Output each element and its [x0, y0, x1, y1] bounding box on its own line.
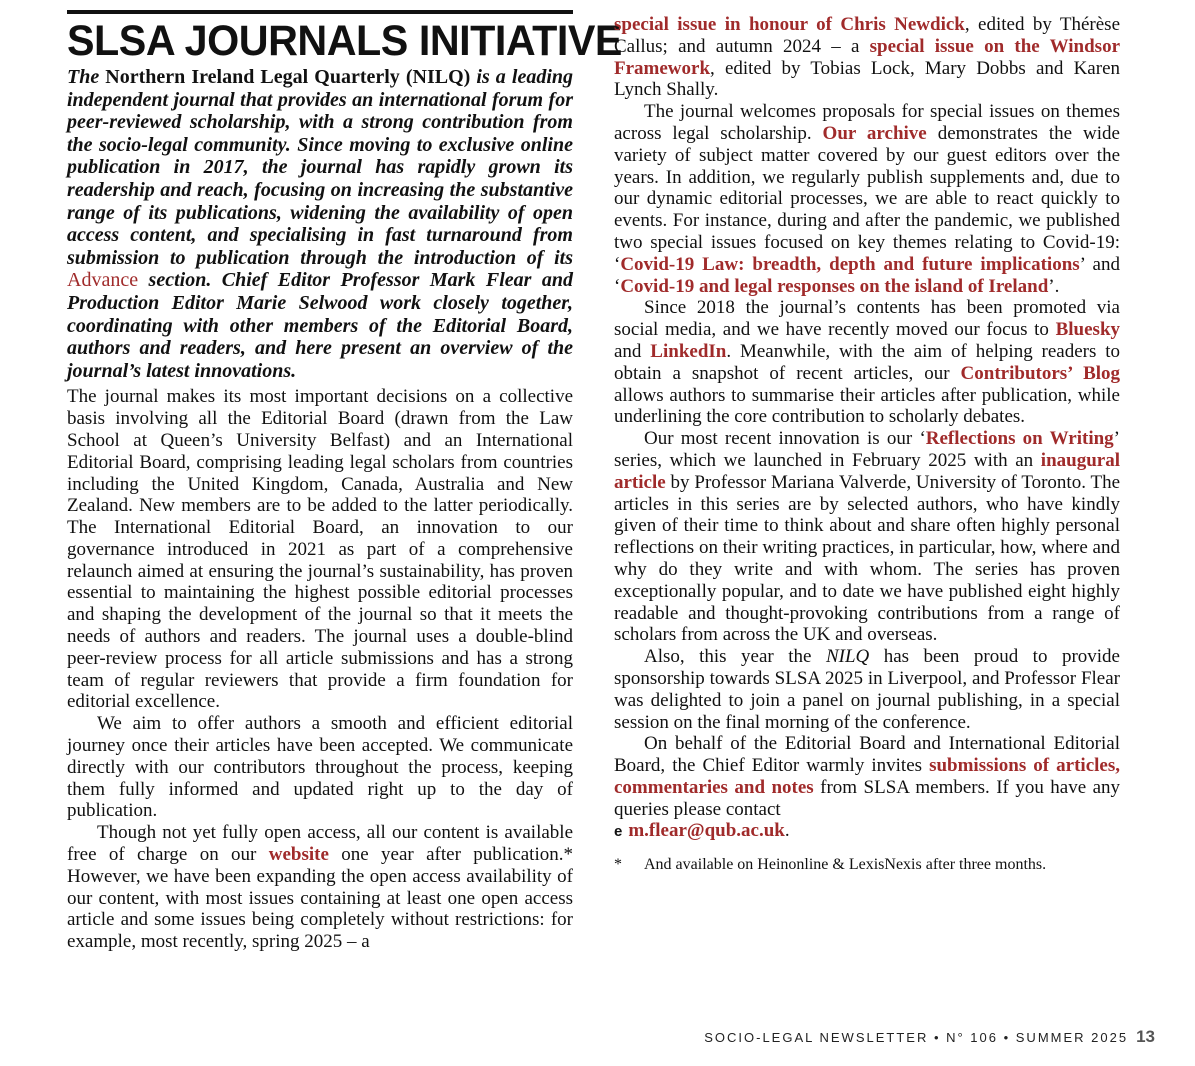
paragraph-governance: The journal makes its most important decisions on a collective basis involving all the Editorial Board (drawn from the Law School at Queen’s University Belfast) and an International Editorial Board, comprising leading legal scholars from countries including the United Kingdom, Canada, Australia and New Zealand. New members are to be added to the latter periodically. The International Editorial Board, an innovation to our governance introduced in 2021 as part of a comprehensive relaunch aimed at ensuring the journal’s sustainability, has proven essential to maintaining the highest possible editorial processes and shaping the development of the journal so that it meets the needs of authors and readers. The journal uses a double-blind peer-review process for all article submissions and has a strong team of regular reviewers that provide a firm foundation for editorial excellence. [67, 386, 573, 713]
intro-text-2: section. Chief Editor Professor Mark Flear and Production Editor Marie Selwood work closely together, coordinating with other members of the Editorial Board, authors and readers, and here present an overview of the journal’s latest innovations. [67, 269, 574, 382]
text-span: allows authors to summarise their articles after publication, while underlining the core contribution to scholarly debates. [614, 384, 1120, 428]
covid-law-issue-link[interactable]: Covid-19 Law: breadth, depth and future implications [620, 253, 1080, 275]
paragraph-social-media [614, 297, 1120, 428]
linkedin-link[interactable]: LinkedIn [650, 340, 727, 362]
archive-link[interactable]: Our archive [822, 122, 927, 144]
text-span: has been proud to provide sponsorship towards SLSA 2025 in Liverpool, and Professor Flear was delighted to join a panel on journal publishing, in a special session on the final morning of the conference. [614, 646, 1120, 733]
text-span: , edited by Tobias Lock, Mary Dobbs and Karen Lynch Shally. [614, 57, 1120, 101]
page-title: SLSA JOURNALS INITIATIVE [67, 17, 622, 65]
text-span: , edited by Thérèse Callus; and autumn 2024 – a [614, 14, 1120, 57]
inaugural-article-link[interactable]: inaugural article [614, 449, 1120, 493]
paragraph-sponsorship [614, 646, 1120, 733]
text-span: . Meanwhile, with the aim of helping readers to obtain a snapshot of recent articles, our [614, 340, 1121, 384]
paragraph-special-issues [614, 101, 1120, 297]
page-footer [0, 1027, 1155, 1047]
text-span: demonstrates the wide variety of subject matter covered by our guest editors over the years. In addition, we regularly publish supplements and, due to our dynamic editorial processes, we are able to react quickly to events. For instance, during and after the pandemic, we published two special issues focused on key themes relating to Covid-19: ‘ [614, 122, 1120, 275]
text-span: The journal welcomes proposals for special issues on themes across legal scholarship. [614, 101, 1120, 144]
text-span: On behalf of the Editorial Board and International Editorial Board, the Chief Editor warmly invites [614, 733, 1120, 777]
reflections-on-writing-link[interactable]: Reflections on Writing [925, 428, 1114, 450]
email-icon: e [614, 823, 623, 841]
footnote [614, 855, 1120, 875]
footer-label: SOCIO-LEGAL NEWSLETTER • N° 106 • SUMMER 2025 [704, 1030, 1129, 1045]
text-span: Since 2018 the journal’s contents has been promoted via social media, and we have recently moved our focus to [614, 297, 1120, 341]
contributors-blog-link[interactable]: Contributors’ Blog [960, 362, 1121, 384]
intro-paragraph [67, 66, 573, 382]
email-link[interactable]: m.flear@qub.ac.uk [628, 820, 785, 842]
website-link[interactable]: website [268, 844, 329, 866]
text-span: one year after publication.* However, we have been expanding the open access availability of our content, with most issues containing at least one open access article and some issues being completely without restrictions: for example, most recently, spring 2025 – a [67, 844, 573, 953]
text-span: from SLSA members. If you have any queries please contact [614, 776, 1121, 820]
journal-name: Northern Ireland Legal Quarterly (NILQ) [105, 66, 471, 88]
chris-newdick-issue-link[interactable]: special issue in honour of Chris Newdick [614, 14, 965, 35]
text-span: . [784, 820, 790, 842]
right-column [614, 14, 1120, 875]
paragraph-open-access [67, 822, 573, 953]
advance-link[interactable]: Advance [67, 269, 139, 292]
text-span: ’ and ‘ [614, 253, 1120, 297]
paragraph-invitation [614, 733, 1120, 843]
text-span: ’ series, which we launched in February 2025 with an [614, 428, 1120, 471]
intro-the: The [67, 66, 100, 88]
intro-text-1: is a leading independent journal that provides an international forum for peer-reviewed scholarship, with a strong contribution from the socio-legal community. Since moving to exclusive online publication in 2017, the journal has rapidly grown its readership and reach, focusing on increasing the substantive range of its publications, widening the availability of open access content, and specialising in fast turnaround from submission to publication through the introduction of its [67, 66, 573, 269]
submissions-link[interactable]: submissions of articles, commentaries and notes [614, 755, 1120, 798]
bluesky-link[interactable]: Bluesky [1055, 319, 1121, 341]
left-column [67, 10, 622, 953]
text-span: ’. [1048, 275, 1060, 297]
paragraph-editorial-journey: We aim to offer authors a smooth and efficient editorial journey once their articles have been accepted. We communicate directly with our contributors throughout the process, keeping them fully informed and updated right up to the day of publication. [67, 713, 573, 822]
text-span: Though not yet fully open access, all our content is available free of charge on our [67, 822, 573, 866]
footnote-mark: * [614, 856, 622, 874]
nilq-italic: NILQ [825, 646, 870, 668]
text-span: Also, this year the [644, 646, 812, 668]
text-span: Our most recent innovation is our ‘ [644, 428, 926, 450]
paragraph-reflections [614, 428, 1120, 646]
covid-ireland-issue-link[interactable]: Covid-19 and legal responses on the island of Ireland [620, 275, 1049, 297]
text-span: by Professor Mariana Valverde, University of Toronto. The articles in this series are by selected authors, who have kindly given of their time to think about and share often highly personal reflections on their writing practices, in particular, how, where and why do they write and with whom. The series has proven exceptionally popular, and to date we have published eight highly readable and thought-provoking contributions from a range of scholars from across the UK and overseas. [614, 471, 1121, 646]
text-span: and [614, 340, 642, 362]
paragraph-open-access-cont [614, 14, 1120, 101]
page-number: 13 [1136, 1027, 1155, 1046]
footnote-text: And available on Heinonline & LexisNexis after three months. [644, 856, 1047, 874]
windsor-framework-issue-link[interactable]: special issue on the Windsor Framework [614, 35, 1120, 79]
